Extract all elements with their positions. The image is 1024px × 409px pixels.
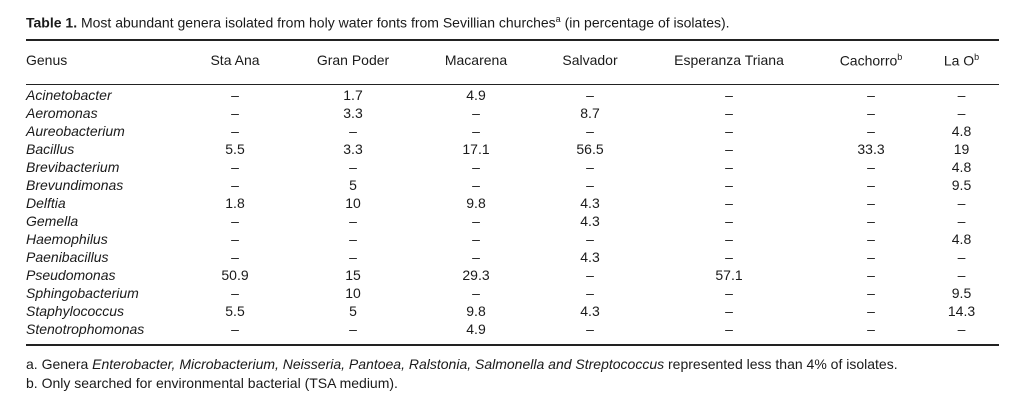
table-row [26,104,999,122]
value-cell: – [231,159,239,175]
genus-cell: Staphylococcus [26,303,125,319]
caption-footnote-marker: a [555,14,561,24]
footnote-a-suffix: represented less than 4% of isolates. [668,356,898,372]
value-cell: 9.5 [951,285,972,301]
column-header-label: Salvador [562,52,618,68]
value-cell: 17.1 [462,141,490,157]
value-cell: 33.3 [857,141,885,157]
value-cell: – [586,177,594,193]
value-cell: – [472,285,480,301]
value-cell: – [957,321,966,337]
value-cell: – [957,105,966,121]
column-header-footnote-marker: b [974,52,980,62]
value-cell: – [586,87,594,103]
value-cell: – [586,159,594,175]
value-cell: 1.7 [343,87,363,103]
column-header [924,52,999,83]
value-cell: 4.3 [580,249,600,265]
table-row [26,158,999,176]
column-header-footnote-marker: b [897,52,903,62]
value-cell: – [586,267,594,283]
column-header-label: Cachorro [839,52,898,69]
value-cell: – [725,231,733,247]
value-cell: – [231,321,239,337]
value-cell: 4.9 [466,87,486,103]
value-cell: – [349,213,357,229]
value-cell: – [349,123,357,139]
column-header-label: La O [943,52,975,69]
value-cell: – [867,177,875,193]
table-row [26,194,999,212]
value-cell: – [472,177,480,193]
value-cell: – [725,141,733,157]
value-cell: 3.3 [343,141,363,157]
table-row [26,302,999,320]
value-cell: – [725,249,733,265]
table-row [26,122,999,140]
value-cell: – [472,105,480,121]
value-cell: – [725,285,733,301]
value-cell: – [725,213,733,229]
column-header [26,52,176,83]
value-cell: 10 [345,285,361,301]
value-cell: – [586,321,594,337]
table-caption [26,14,730,31]
footnote-b: b. Only searched for environmental bacterial (TSA medium). [26,375,398,391]
value-cell: – [725,87,733,103]
value-cell: 4.8 [951,231,972,247]
value-cell: – [472,213,480,229]
value-cell: 5.5 [225,141,245,157]
genus-cell: Gemella [26,213,79,229]
genus-cell: Aureobacterium [26,123,125,139]
value-cell: 9.8 [466,195,486,211]
value-cell: – [586,285,594,301]
table-row [26,83,999,104]
value-cell: – [349,159,357,175]
genera-table [26,52,999,338]
bottom-rule [26,344,999,346]
footnotes [26,355,898,393]
genus-cell: Brevibacterium [26,159,120,175]
value-cell: – [349,321,357,337]
value-cell: 10 [345,195,361,211]
value-cell: 5 [349,177,357,193]
value-cell: – [867,249,875,265]
footnote-a [26,355,898,374]
value-cell: 50.9 [221,267,249,283]
genus-cell: Acinetobacter [26,87,112,103]
column-header-label: Esperanza Triana [674,52,784,68]
table-row [26,176,999,194]
value-cell: – [867,267,875,283]
value-cell: – [867,285,875,301]
value-cell: – [867,123,875,139]
table-row [26,320,999,338]
value-cell: 4.9 [466,321,486,337]
genus-cell: Paenibacillus [26,249,109,265]
genus-cell: Pseudomonas [26,267,116,283]
value-cell: – [725,303,733,319]
value-cell: – [867,105,875,121]
footnote-a-genera: Enterobacter, Microbacterium, Neisseria, Pantoea, Ralstonia, Salmonella and Streptococcus [92,356,665,372]
value-cell: 4.3 [580,195,600,211]
column-header-label: Sta Ana [210,52,260,68]
value-cell: 9.5 [951,177,972,193]
value-cell: 57.1 [715,267,743,283]
value-cell: – [867,303,875,319]
value-cell: – [231,231,239,247]
column-header [818,52,924,83]
caption-suffix: (in percentage of isolates). [564,14,730,31]
value-cell: – [725,159,733,175]
value-cell: 56.5 [576,141,604,157]
header-row [26,52,999,83]
table-row [26,284,999,302]
value-cell: – [231,285,239,301]
table-row [26,266,999,284]
value-cell: 19 [953,141,970,157]
column-header [294,52,412,83]
value-cell: – [957,213,966,229]
column-header-label: Genus [26,52,68,68]
column-header [412,52,540,83]
column-header-label: Macarena [444,52,508,68]
value-cell: – [725,321,733,337]
genus-cell: Brevundimonas [26,177,124,193]
caption-label: Table 1. [26,14,78,31]
value-cell: – [867,159,875,175]
value-cell: 29.3 [462,267,490,283]
table-row [26,248,999,266]
value-cell: – [349,231,357,247]
genus-cell: Stenotrophomonas [26,321,145,337]
value-cell: – [957,87,966,103]
value-cell: – [957,195,966,211]
value-cell: 14.3 [947,303,976,319]
column-header [176,52,294,83]
value-cell: – [725,195,733,211]
genus-cell: Haemophilus [26,231,108,247]
genus-cell: Bacillus [26,141,75,157]
value-cell: – [231,249,239,265]
value-cell: 4.3 [580,303,600,319]
genus-cell: Sphingobacterium [26,285,139,301]
caption-text: Most abundant genera isolated from holy water fonts from Sevillian churches [80,14,556,31]
value-cell: – [586,231,594,247]
value-cell: – [867,321,875,337]
value-cell: – [957,249,966,265]
value-cell: 4.3 [580,213,600,229]
column-header-label: Gran Poder [316,52,390,68]
value-cell: – [725,105,733,121]
genus-cell: Delftia [26,195,66,211]
value-cell: – [472,249,480,265]
table-body [26,83,999,338]
value-cell: 8.7 [580,105,600,121]
table-row [26,212,999,230]
value-cell: – [472,231,480,247]
value-cell: – [586,123,594,139]
value-cell: – [867,231,875,247]
value-cell: – [957,267,966,283]
value-cell: – [231,177,239,193]
value-cell: – [867,195,875,211]
column-header [640,52,818,83]
value-cell: – [867,213,875,229]
table-row [26,230,999,248]
value-cell: 5 [349,303,357,319]
genus-cell: Aeromonas [26,105,98,121]
value-cell: – [349,249,357,265]
value-cell: – [231,87,239,103]
value-cell: – [472,159,480,175]
column-header [540,52,640,83]
value-cell: – [231,213,239,229]
value-cell: – [231,105,239,121]
value-cell: 4.8 [951,123,972,139]
top-rule [26,39,999,41]
value-cell: 15 [345,267,361,283]
value-cell: – [867,87,875,103]
value-cell: – [472,123,480,139]
value-cell: – [231,123,239,139]
footnote-a-prefix: a. Genera [26,356,89,372]
value-cell: – [725,123,733,139]
value-cell: 9.8 [466,303,486,319]
value-cell: 3.3 [343,105,363,121]
table-row [26,140,999,158]
value-cell: – [725,177,733,193]
value-cell: 5.5 [225,303,245,319]
value-cell: 1.8 [225,195,245,211]
value-cell: 4.8 [951,159,972,175]
